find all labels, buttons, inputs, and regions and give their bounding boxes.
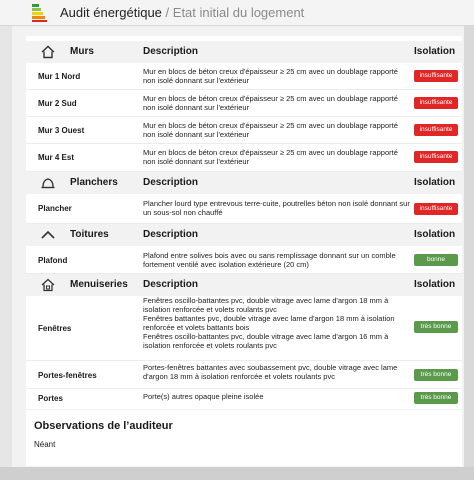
row-name: Mur 4 Est: [38, 153, 75, 162]
row-description: Plafond entre solives bois avec ou sans remplissage donnant sur un comble fortement ventilé avec isolation extérieure (20 cm): [143, 251, 396, 269]
observations-title: Observations de l’auditeur: [34, 420, 173, 432]
logo-bar: [32, 16, 45, 19]
logo-bar: [32, 4, 39, 7]
status-badge: insuffisante: [414, 70, 458, 82]
row-description: Mur en blocs de béton creux d'épaisseur ≥ 25 cm avec un doublage rapporté non isolé donnant sur l'extérieur: [143, 148, 398, 166]
status-badge: insuffisante: [414, 203, 458, 215]
row-description: Fenêtres oscillo-battantes pvc, double vitrage avec lame d'argon 18 mm à isolation renforcée et volets roulants pvc Fenêtres battantes pvc, double vitrage avec lame d'argon 18 mm à isolation renforcée et volets battants bois Fenêtres oscillo-battantes pvc, double vitrage avec lame d'argon 16 mm à isolation renforcée et volets roulants pvc: [143, 296, 395, 350]
section-header-planchers: [26, 172, 462, 194]
table-row: [26, 296, 462, 361]
window-icon: [40, 277, 56, 293]
status-badge: très bonne: [414, 321, 458, 333]
row-name: Mur 1 Nord: [38, 72, 81, 81]
page-title-sub: / Etat initial du logement: [165, 5, 305, 20]
logo-bar: [32, 12, 43, 15]
right-edge: [464, 26, 474, 467]
house-icon: [40, 44, 56, 60]
row-description: Portes-fenêtres battantes avec soubassement pvc, double vitrage avec lame d'argon 18 mm à isolation renforcée et volets roulants pvc: [143, 363, 398, 381]
section-title: Menuiseries: [70, 279, 128, 290]
row-description: Mur en blocs de béton creux d'épaisseur ≥ 25 cm avec un doublage rapporté non isolé donnant sur l'extérieur: [143, 121, 398, 139]
row-name: Plafond: [38, 256, 68, 265]
table-row: [26, 389, 462, 409]
row-description: Porte(s) autres opaque pleine isolée: [143, 392, 264, 401]
table-row: [26, 117, 462, 144]
table-row: [26, 361, 462, 389]
title-bar: [0, 0, 474, 26]
row-name: Portes-fenêtres: [38, 371, 97, 380]
table-row: [26, 144, 462, 172]
column-header-description: Description: [143, 177, 199, 188]
observations-panel: [26, 410, 462, 466]
status-badge: insuffisante: [414, 124, 458, 136]
column-header-isolation: Isolation: [414, 177, 456, 188]
table-row: [26, 194, 462, 224]
table-row: [26, 90, 462, 117]
status-badge: très bonne: [414, 369, 458, 381]
table-row: [26, 246, 462, 274]
row-name: Mur 3 Ouest: [38, 126, 85, 135]
status-badge: très bonne: [414, 392, 458, 404]
column-header-description: Description: [143, 46, 199, 57]
status-badge: bonne: [414, 254, 458, 266]
audit-panel: [26, 36, 462, 409]
status-badge: insuffisante: [414, 151, 458, 163]
roof-icon: [40, 227, 56, 243]
logo-bar: [32, 20, 47, 22]
observations-text: Néant: [34, 440, 56, 449]
page-title: [60, 5, 304, 20]
row-name: Mur 2 Sud: [38, 99, 77, 108]
column-header-isolation: Isolation: [414, 279, 456, 290]
floor-icon: [40, 175, 56, 191]
section-title: Murs: [70, 46, 94, 57]
column-header-isolation: Isolation: [414, 229, 456, 240]
row-description: Mur en blocs de béton creux d'épaisseur ≥ 25 cm avec un doublage rapporté non isolé donnant sur l'extérieur: [143, 94, 398, 112]
section-header-menuiseries: [26, 274, 462, 296]
taskbar-strip: [0, 467, 474, 480]
column-header-isolation: Isolation: [414, 46, 456, 57]
section-title: Toitures: [70, 229, 109, 240]
row-description: Mur en blocs de béton creux d'épaisseur ≥ 25 cm avec un doublage rapporté non isolé donnant sur l'extérieur: [143, 67, 398, 85]
table-row: [26, 63, 462, 90]
section-header-murs: [26, 41, 462, 63]
row-name: Portes: [38, 394, 63, 403]
column-header-description: Description: [143, 229, 199, 240]
row-name: Plancher: [38, 204, 72, 213]
logo-bar: [32, 8, 41, 11]
row-description: Plancher lourd type entrevous terre-cuite, poutrelles béton non isolé donnant sur un sous-sol non chauffé: [143, 199, 410, 217]
energy-label-logo: [32, 4, 50, 22]
row-name: Fenêtres: [38, 324, 72, 333]
status-badge: insuffisante: [414, 97, 458, 109]
page-title-main: Audit énergétique: [60, 5, 162, 20]
section-header-toitures: [26, 224, 462, 246]
column-header-description: Description: [143, 279, 199, 290]
section-title: Planchers: [70, 177, 118, 188]
